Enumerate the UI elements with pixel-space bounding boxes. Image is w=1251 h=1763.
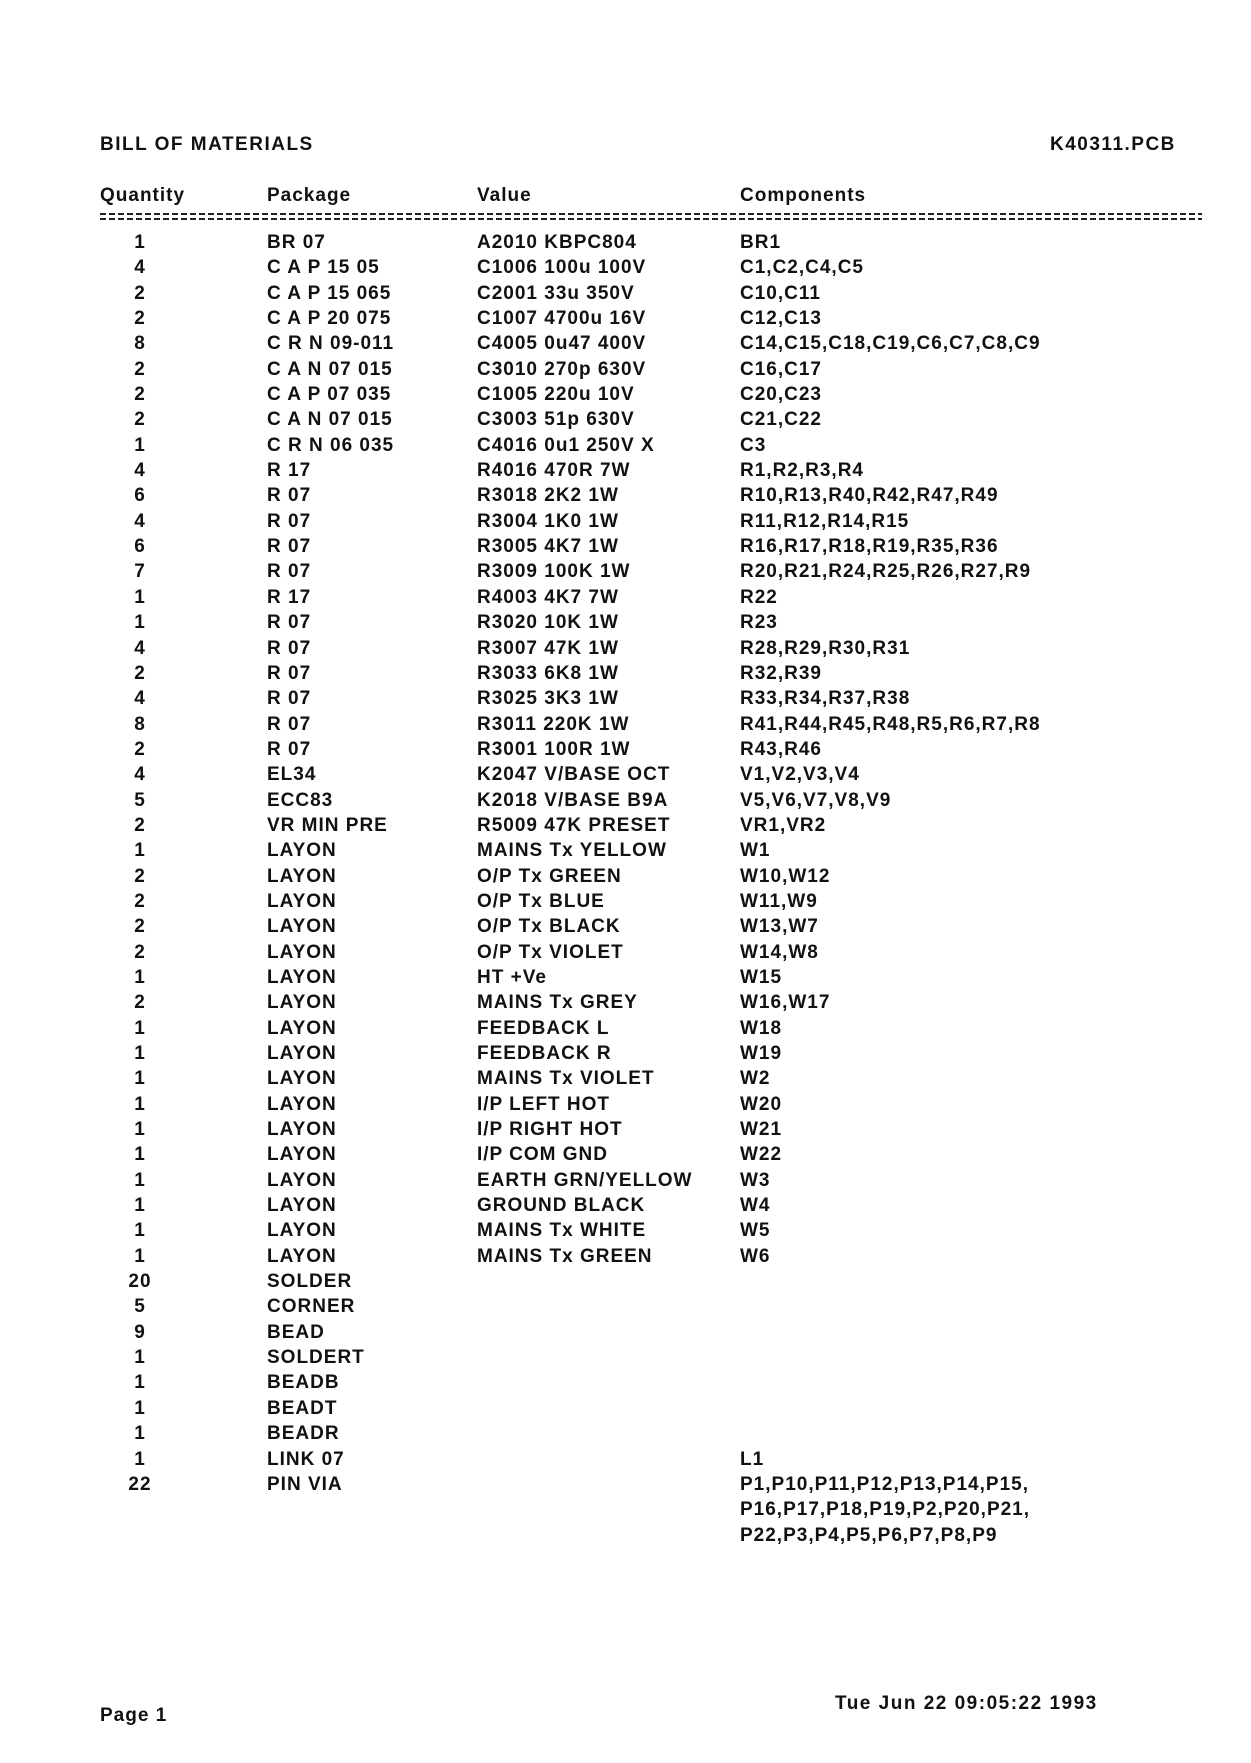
- package-cell: SOLDERT: [267, 1347, 365, 1369]
- components-cell: R43,R46: [740, 738, 822, 760]
- table-row: [0, 1043, 1251, 1068]
- table-row: [0, 1322, 1251, 1347]
- package-cell: BEAD: [267, 1321, 325, 1343]
- package-cell: LAYON: [267, 1245, 337, 1267]
- quantity-cell: 1: [134, 1397, 146, 1419]
- package-cell: C A N 07 015: [267, 409, 393, 431]
- components-cell: L1: [740, 1448, 765, 1470]
- table-row: [0, 714, 1251, 739]
- components-cell: W5: [740, 1220, 771, 1242]
- components-cell: W4: [740, 1195, 771, 1217]
- quantity-cell: 2: [134, 814, 146, 836]
- package-cell: ECC83: [267, 789, 334, 811]
- quantity-cell: 5: [134, 789, 146, 811]
- components-cell: R33,R34,R37,R38: [740, 688, 911, 710]
- value-cell: R3001 100R 1W: [477, 738, 631, 760]
- package-cell: LAYON: [267, 1043, 337, 1064]
- value-cell: I/P RIGHT HOT: [477, 1119, 623, 1141]
- package-cell: PIN VIA: [267, 1473, 343, 1495]
- table-row: [0, 967, 1251, 992]
- quantity-cell: 2: [134, 992, 146, 1014]
- package-cell: BEADB: [267, 1372, 340, 1394]
- table-row: [0, 891, 1251, 916]
- components-cell: R10,R13,R40,R42,R47,R49: [740, 485, 999, 507]
- components-cell: W22: [740, 1144, 783, 1166]
- value-cell: C2001 33u 350V: [477, 282, 635, 304]
- package-cell: R 17: [267, 460, 312, 482]
- package-cell: R 07: [267, 637, 312, 659]
- components-cell: BR1: [740, 232, 782, 253]
- table-row: [0, 739, 1251, 764]
- components-cell: W14,W8: [740, 941, 819, 963]
- quantity-cell: 2: [134, 662, 146, 684]
- quantity-cell: 1: [134, 1017, 146, 1039]
- package-cell: C A P 15 05: [267, 257, 380, 279]
- table-row: [0, 435, 1251, 460]
- table-row: [0, 308, 1251, 333]
- quantity-cell: 1: [134, 1195, 146, 1217]
- package-cell: SOLDER: [267, 1271, 353, 1293]
- value-cell: O/P Tx GREEN: [477, 865, 622, 887]
- package-cell: LAYON: [267, 1169, 337, 1191]
- package-cell: BEADR: [267, 1423, 340, 1445]
- package-cell: LAYON: [267, 1017, 337, 1039]
- quantity-cell: 1: [134, 1169, 146, 1191]
- package-cell: R 07: [267, 738, 312, 760]
- quantity-cell: 6: [134, 536, 146, 558]
- table-row: [0, 409, 1251, 434]
- package-cell: LINK 07: [267, 1448, 345, 1470]
- quantity-cell: 2: [134, 384, 146, 406]
- table-row: [0, 764, 1251, 789]
- quantity-cell: 2: [134, 358, 146, 380]
- table-row: [0, 1220, 1251, 1245]
- table-row: [0, 1246, 1251, 1271]
- package-cell: R 07: [267, 612, 312, 634]
- table-row: [0, 485, 1251, 510]
- table-row: [0, 1398, 1251, 1423]
- quantity-cell: 1: [134, 1068, 146, 1090]
- package-cell: R 07: [267, 485, 312, 507]
- quantity-cell: 4: [134, 257, 146, 279]
- quantity-cell: 1: [134, 1448, 146, 1470]
- components-cell: R1,R2,R3,R4: [740, 460, 864, 482]
- package-cell: LAYON: [267, 941, 337, 963]
- components-cell: C10,C11: [740, 282, 821, 304]
- quantity-cell: 4: [134, 764, 146, 786]
- package-cell: LAYON: [267, 916, 337, 938]
- quantity-cell: 1: [134, 586, 146, 608]
- components-cell: W15: [740, 966, 783, 988]
- value-cell: R3020 10K 1W: [477, 612, 619, 634]
- table-row: [0, 1474, 1251, 1499]
- quantity-cell: 2: [134, 308, 146, 330]
- quantity-cell: 1: [134, 612, 146, 634]
- components-cell: W19: [740, 1043, 783, 1064]
- quantity-cell: 9: [134, 1321, 146, 1343]
- value-cell: R4016 470R 7W: [477, 460, 631, 482]
- column-header-value: Value: [477, 185, 532, 206]
- table-row: [0, 257, 1251, 282]
- table-row: [0, 1068, 1251, 1093]
- value-cell: R3011 220K 1W: [477, 713, 630, 735]
- package-cell: VR MIN PRE: [267, 814, 388, 836]
- components-cell: C1,C2,C4,C5: [740, 257, 864, 279]
- package-cell: R 07: [267, 713, 312, 735]
- table-row: [0, 283, 1251, 308]
- package-cell: LAYON: [267, 865, 337, 887]
- components-cell: C21,C22: [740, 409, 822, 431]
- package-cell: R 07: [267, 510, 312, 532]
- table-row: [0, 1271, 1251, 1296]
- table-row: [0, 638, 1251, 663]
- value-cell: MAINS Tx YELLOW: [477, 840, 667, 862]
- components-cell: C14,C15,C18,C19,C6,C7,C8,C9: [740, 333, 1041, 355]
- quantity-cell: 8: [134, 333, 146, 355]
- components-cell: W11,W9: [740, 890, 818, 912]
- components-cell: W3: [740, 1169, 771, 1191]
- value-cell: R3018 2K2 1W: [477, 485, 619, 507]
- value-cell: R3004 1K0 1W: [477, 510, 619, 532]
- package-cell: BR 07: [267, 232, 326, 253]
- value-cell: C4016 0u1 250V X: [477, 434, 655, 456]
- package-cell: LAYON: [267, 1195, 337, 1217]
- components-cell: P1,P10,P11,P12,P13,P14,P15,: [740, 1473, 1029, 1495]
- components-cell: W10,W12: [740, 865, 831, 887]
- table-row: [0, 333, 1251, 358]
- table-row: [0, 1296, 1251, 1321]
- table-row: [0, 815, 1251, 840]
- quantity-cell: 2: [134, 865, 146, 887]
- quantity-cell: 2: [134, 941, 146, 963]
- value-cell: R3007 47K 1W: [477, 637, 619, 659]
- table-row: [0, 1372, 1251, 1397]
- quantity-cell: 1: [134, 232, 146, 253]
- package-cell: C R N 06 035: [267, 434, 395, 456]
- file-name: K40311.PCB: [1050, 134, 1176, 155]
- quantity-cell: 2: [134, 916, 146, 938]
- value-cell: R3009 100K 1W: [477, 561, 631, 583]
- table-row: [0, 790, 1251, 815]
- value-cell: R5009 47K PRESET: [477, 814, 671, 836]
- column-header-components: Components: [740, 185, 867, 206]
- quantity-cell: 22: [128, 1473, 152, 1495]
- table-row: [0, 1170, 1251, 1195]
- quantity-cell: 2: [134, 409, 146, 431]
- value-cell: K2018 V/BASE B9A: [477, 789, 669, 811]
- value-cell: FEEDBACK R: [477, 1043, 612, 1064]
- components-cell: W20: [740, 1093, 783, 1115]
- value-cell: FEEDBACK L: [477, 1017, 610, 1039]
- components-cell: W21: [740, 1119, 783, 1141]
- column-headers: [0, 185, 1251, 211]
- value-cell: C4005 0u47 400V: [477, 333, 647, 355]
- value-cell: I/P COM GND: [477, 1144, 608, 1166]
- value-cell: HT +Ve: [477, 966, 547, 988]
- value-cell: A2010 KBPC804: [477, 232, 637, 253]
- quantity-cell: 1: [134, 1043, 146, 1064]
- package-cell: BEADT: [267, 1397, 338, 1419]
- package-cell: EL34: [267, 764, 317, 786]
- components-cell: R11,R12,R14,R15: [740, 510, 910, 532]
- value-cell: R4003 4K7 7W: [477, 586, 619, 608]
- components-cell: R16,R17,R18,R19,R35,R36: [740, 536, 999, 558]
- table-row: [0, 942, 1251, 967]
- table-row: [0, 688, 1251, 713]
- table-row: [0, 1119, 1251, 1144]
- components-cell: W18: [740, 1017, 783, 1039]
- quantity-cell: 1: [134, 1220, 146, 1242]
- table-row: [0, 1423, 1251, 1448]
- package-cell: LAYON: [267, 1144, 337, 1166]
- quantity-cell: 5: [134, 1296, 146, 1318]
- components-cell: R28,R29,R30,R31: [740, 637, 911, 659]
- quantity-cell: 1: [134, 1093, 146, 1115]
- quantity-cell: 1: [134, 1119, 146, 1141]
- table-row: [0, 1499, 1251, 1524]
- value-cell: R3025 3K3 1W: [477, 688, 619, 710]
- components-cell: V5,V6,V7,V8,V9: [740, 789, 892, 811]
- value-cell: R3033 6K8 1W: [477, 662, 619, 684]
- components-cell: P22,P3,P4,P5,P6,P7,P8,P9: [740, 1524, 998, 1546]
- quantity-cell: 2: [134, 890, 146, 912]
- components-cell: R23: [740, 612, 778, 634]
- package-cell: R 17: [267, 586, 312, 608]
- table-row: [0, 866, 1251, 891]
- value-cell: EARTH GRN/YELLOW: [477, 1169, 693, 1191]
- value-cell: MAINS Tx GREY: [477, 992, 638, 1014]
- table-row: [0, 232, 1251, 257]
- value-cell: C1007 4700u 16V: [477, 308, 647, 330]
- value-cell: R3005 4K7 1W: [477, 536, 619, 558]
- quantity-cell: 6: [134, 485, 146, 507]
- package-cell: LAYON: [267, 992, 337, 1014]
- quantity-cell: 4: [134, 688, 146, 710]
- column-header-package: Package: [267, 185, 352, 206]
- package-cell: LAYON: [267, 840, 337, 862]
- components-cell: C20,C23: [740, 384, 822, 406]
- quantity-cell: 1: [134, 434, 146, 456]
- quantity-cell: 4: [134, 637, 146, 659]
- value-cell: O/P Tx BLUE: [477, 890, 605, 912]
- quantity-cell: 4: [134, 510, 146, 532]
- table-row: [0, 1144, 1251, 1169]
- components-cell: C3: [740, 434, 767, 456]
- components-cell: P16,P17,P18,P19,P2,P20,P21,: [740, 1499, 1031, 1521]
- table-row: [0, 536, 1251, 561]
- package-cell: LAYON: [267, 1068, 337, 1090]
- package-cell: R 07: [267, 662, 312, 684]
- package-cell: LAYON: [267, 966, 337, 988]
- quantity-cell: 7: [134, 561, 146, 583]
- column-header-quantity: Quantity: [100, 185, 186, 206]
- table-row: [0, 460, 1251, 485]
- package-cell: CORNER: [267, 1296, 356, 1318]
- package-cell: LAYON: [267, 1119, 337, 1141]
- page-number: Page 1: [100, 1705, 168, 1726]
- package-cell: C A P 07 035: [267, 384, 392, 406]
- package-cell: R 07: [267, 561, 312, 583]
- components-cell: W2: [740, 1068, 771, 1090]
- components-cell: R22: [740, 586, 778, 608]
- quantity-cell: 2: [134, 738, 146, 760]
- components-cell: R20,R21,R24,R25,R26,R27,R9: [740, 561, 1032, 583]
- table-row: [0, 587, 1251, 612]
- components-cell: W13,W7: [740, 916, 819, 938]
- value-cell: C3003 51p 630V: [477, 409, 635, 431]
- value-cell: C1005 220u 10V: [477, 384, 635, 406]
- header-divider: [100, 213, 1202, 221]
- value-cell: GROUND BLACK: [477, 1195, 646, 1217]
- quantity-cell: 8: [134, 713, 146, 735]
- quantity-cell: 20: [128, 1271, 152, 1293]
- bom-table: [0, 232, 1251, 1550]
- package-cell: LAYON: [267, 1220, 337, 1242]
- table-row: [0, 1525, 1251, 1550]
- components-cell: R32,R39: [740, 662, 822, 684]
- table-row: [0, 1449, 1251, 1474]
- quantity-cell: 1: [134, 1144, 146, 1166]
- value-cell: MAINS Tx VIOLET: [477, 1068, 655, 1090]
- table-row: [0, 1195, 1251, 1220]
- value-cell: O/P Tx BLACK: [477, 916, 621, 938]
- table-row: [0, 359, 1251, 384]
- components-cell: C12,C13: [740, 308, 822, 330]
- table-row: [0, 1018, 1251, 1043]
- table-row: [0, 840, 1251, 865]
- package-cell: R 07: [267, 688, 312, 710]
- components-cell: W16,W17: [740, 992, 831, 1014]
- components-cell: V1,V2,V3,V4: [740, 764, 860, 786]
- table-row: [0, 511, 1251, 536]
- table-row: [0, 1094, 1251, 1119]
- value-cell: C1006 100u 100V: [477, 257, 647, 279]
- document-title: BILL OF MATERIALS: [100, 134, 314, 155]
- components-cell: VR1,VR2: [740, 814, 827, 836]
- table-row: [0, 916, 1251, 941]
- package-cell: C A N 07 015: [267, 358, 393, 380]
- package-cell: C R N 09-011: [267, 333, 395, 355]
- quantity-cell: 1: [134, 1245, 146, 1267]
- quantity-cell: 1: [134, 840, 146, 862]
- value-cell: MAINS Tx GREEN: [477, 1245, 653, 1267]
- quantity-cell: 1: [134, 1347, 146, 1369]
- quantity-cell: 4: [134, 460, 146, 482]
- package-cell: LAYON: [267, 890, 337, 912]
- value-cell: K2047 V/BASE OCT: [477, 764, 671, 786]
- quantity-cell: 1: [134, 966, 146, 988]
- table-row: [0, 1347, 1251, 1372]
- print-date: Tue Jun 22 09:05:22 1993: [835, 1693, 1098, 1714]
- table-row: [0, 612, 1251, 637]
- components-cell: R41,R44,R45,R48,R5,R6,R7,R8: [740, 713, 1041, 735]
- quantity-cell: 1: [134, 1372, 146, 1394]
- package-cell: C A P 20 075: [267, 308, 392, 330]
- table-row: [0, 663, 1251, 688]
- table-row: [0, 384, 1251, 409]
- quantity-cell: 1: [134, 1423, 146, 1445]
- table-row: [0, 992, 1251, 1017]
- value-cell: MAINS Tx WHITE: [477, 1220, 647, 1242]
- value-cell: C3010 270p 630V: [477, 358, 647, 380]
- table-row: [0, 561, 1251, 586]
- value-cell: I/P LEFT HOT: [477, 1093, 611, 1115]
- package-cell: R 07: [267, 536, 312, 558]
- package-cell: LAYON: [267, 1093, 337, 1115]
- value-cell: O/P Tx VIOLET: [477, 941, 624, 963]
- components-cell: C16,C17: [740, 358, 822, 380]
- quantity-cell: 2: [134, 282, 146, 304]
- components-cell: W1: [740, 840, 771, 862]
- package-cell: C A P 15 065: [267, 282, 392, 304]
- components-cell: W6: [740, 1245, 771, 1267]
